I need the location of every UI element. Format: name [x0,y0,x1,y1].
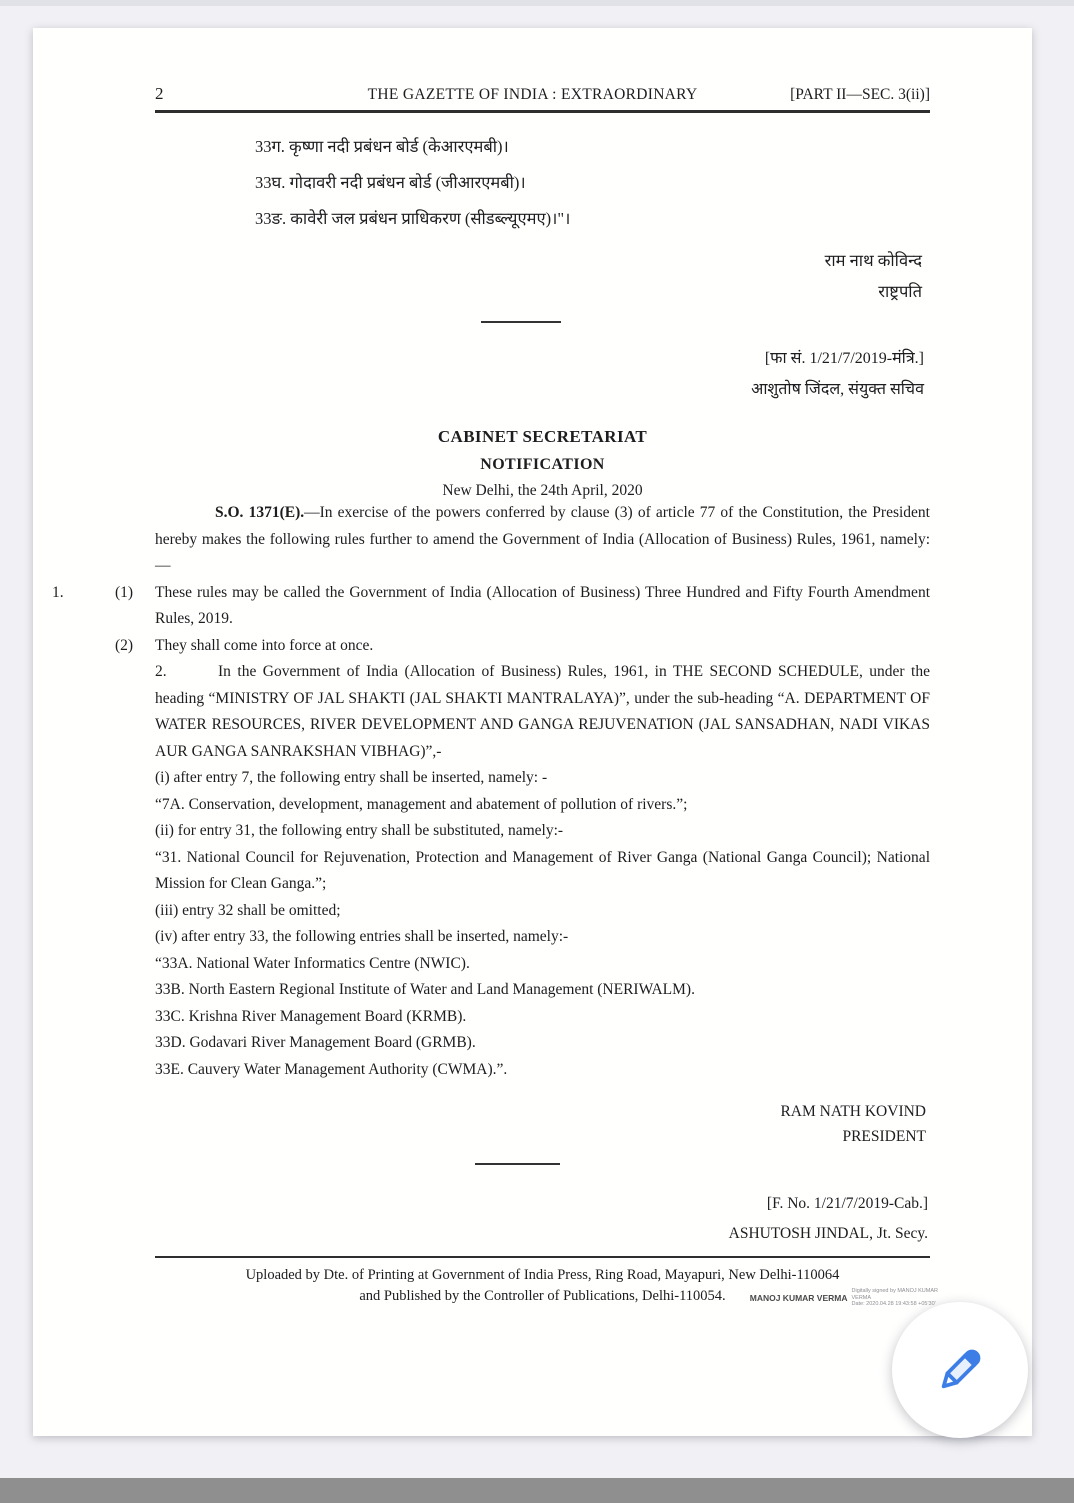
clause-ii: (ii) for entry 31, the following entry shall be substituted, namely:- [155,822,564,839]
clause-iii: (iii) entry 32 shall be omitted; [155,901,341,919]
page-content [52,84,930,1249]
rule-number: 2. [155,663,167,680]
stamp-line: Digitally signed by MANOJ KUMAR [851,1288,938,1294]
dateline: New Delhi, the 24th April, 2020 [442,482,643,499]
header-double-rule [155,110,930,113]
hindi-entries-list [255,129,930,237]
gazette-title: THE GAZETTE OF INDIA : EXTRAORDINARY [367,86,698,103]
department-heading: CABINET SECRETARIAT [437,427,648,446]
hindi-signature-block [155,245,930,307]
imprint-line-2-row [155,1287,938,1307]
stamp-line: VERMA [851,1294,872,1301]
subclause-number: (1) [115,583,134,601]
clause-iv: (iv) after entry 33, the following entries shall be inserted, namely:- [155,928,569,945]
rule-1-clause-1 [52,580,930,633]
clause-i: (i) after entry 7, the following entry shall be inserted, namely: - [155,769,548,786]
footer-rule [155,1256,930,1258]
separator-rule [481,321,561,323]
rule-1-clause-2-text: They shall come into force at once. [155,636,374,654]
rule-1-clause-1-text: These rules may be called the Government of India (Allocation of Business) Three Hundred and Fifty Fourth Amendment Rules, 2019. [155,583,930,627]
officer-name: ASHUTOSH JINDAL, Jt. Secy. [728,1225,928,1242]
stamp-line: Date: 2020.04.28 19:43:58 +05'30' [851,1301,936,1307]
clause-ii-substituted-entry: “31. National Council for Rejuvenation, Protection and Management of River Ganga (National Ganga Council); National Mission for Clean Ganga.”; [155,848,930,892]
subclause-number: (2) [115,636,134,654]
clause-i-inserted-entry: “7A. Conservation, development, management and abatement of pollution of rivers.”; [155,795,688,813]
inserted-entry-33b: 33B. North Eastern Regional Institute of Water and Land Management (NERIWALM). [155,981,695,998]
edit-fab-button[interactable] [892,1302,1028,1438]
inserted-entry-33c: 33C. Krishna River Management Board (KRMB). [155,1007,467,1025]
gazette-page [33,28,1032,1436]
separator-rule [475,1163,560,1165]
president-name: RAM NATH KOVIND [780,1103,926,1120]
part-section-label: [PART II—SEC. 3(ii)] [790,86,930,103]
imprint-line-2: and Published by the Controller of Publications, Delhi-110054. [359,1288,726,1304]
notification-heading: NOTIFICATION [480,456,605,473]
inserted-entry-33d: 33D. Godavari River Management Board (GRMB). [155,1034,476,1051]
so-paragraph [155,500,930,580]
imprint-line-1: Uploaded by Dte. of Printing at Government of India Press, Ring Road, Mayapuri, New Delhi-110064 [245,1267,840,1283]
file-number: [F. No. 1/21/7/2019-Cab.] [766,1195,928,1212]
reference-block [155,1189,930,1249]
hindi-reference-block [155,343,930,405]
hindi-officer-name: आशुतोष जिंदल, संयुक्त सचिव [751,381,924,398]
running-header [155,84,930,104]
president-signature-block [155,1099,930,1149]
page-number: 2 [155,84,164,103]
rule-number: 1. [52,583,64,601]
hindi-entry: 33घ. गोदावरी नदी प्रबंधन बोर्ड (जीआरएमबी)। [255,173,526,192]
hindi-entry: 33ग. कृष्णा नदी प्रबंधन बोर्ड (केआरएमबी)। [255,137,509,156]
rule-2-paragraph [155,659,930,765]
inserted-entry-33e: 33E. Cauvery Water Management Authority (CWMA).”. [155,1060,508,1078]
top-shadow-band [0,0,1074,6]
signer-name: MANOJ KUMAR VERMA [749,1292,848,1303]
rule-2-text: In the Government of India (Allocation of Business) Rules, 1961, in THE SECOND SCHEDULE, under the heading “MINISTRY OF JAL SHAKTI (JAL SHAKTI MANTRALAYA)”, under the sub-heading “A. DEPARTMENT OF WATER RESOURCES, RIVER DEVELOPMENT AND GANGA REJUVENATION (JAL SANSADHAN, NADI VIKAS AUR GANGA SANRAKSHAN VIBHAG)”,- [155,663,930,760]
president-title: PRESIDENT [842,1128,926,1145]
rule-1-clause-2 [115,633,930,660]
bottom-gray-bar [0,1478,1074,1503]
inserted-entry-33a: “33A. National Water Informatics Centre (NWIC). [155,954,470,972]
digital-signature-block [750,1288,938,1308]
pencil-icon [930,1340,990,1400]
so-text: —In exercise of the powers conferred by clause (3) of article 77 of the Constitution, the President hereby makes the following rules further to amend the Government of India (Allocation of Business) Rules, 1961, namely:— [155,504,930,574]
hindi-president-title: राष्ट्रपति [878,282,922,301]
hindi-president-name: राम नाथ कोविन्द [824,251,922,270]
signature-stamp [852,1288,939,1308]
so-number: S.O. 1371(E). [215,504,305,521]
imprint-footer [155,1256,938,1307]
hindi-file-number: [फा सं. 1/21/7/2019-मंत्रि.] [764,350,924,367]
hindi-entry: 33ङ. कावेरी जल प्रबंधन प्राधिकरण (सीडब्ल्यूएमए)।"। [255,209,571,228]
